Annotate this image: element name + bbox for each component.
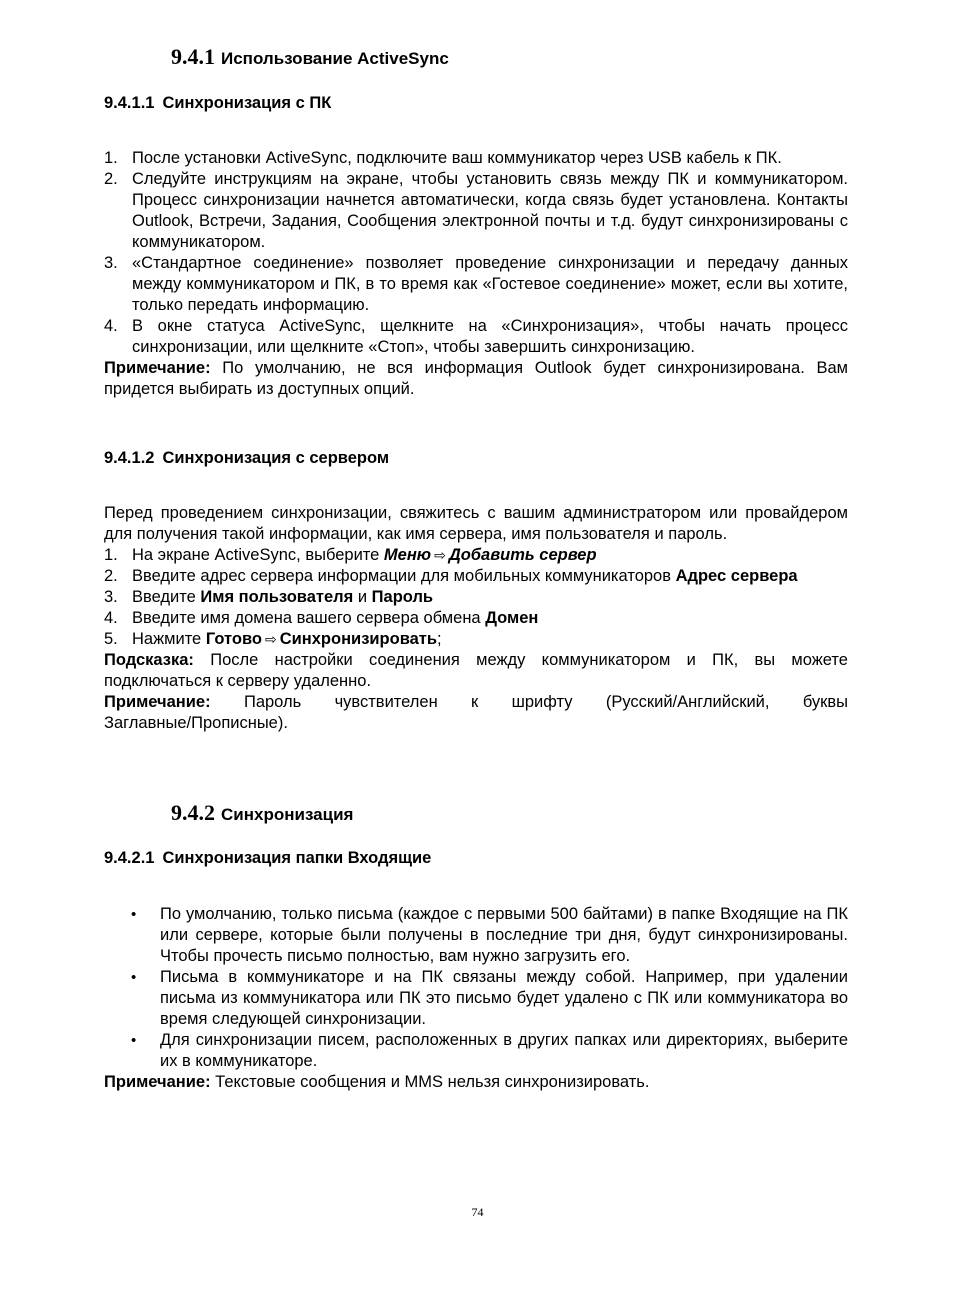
bullet-icon: • xyxy=(131,906,137,923)
section-number: 9.4.1 xyxy=(171,44,215,69)
list-item: 3. Введите Имя пользователя и Пароль xyxy=(104,588,434,606)
note-label: Примечание: xyxy=(104,693,211,711)
section-title: Использование ActiveSync xyxy=(221,49,449,68)
section-title: Синхронизация xyxy=(221,805,354,824)
list-item: 1. После установки ActiveSync, подключите ваш коммуникатор через USB кабель к ПК. xyxy=(104,149,782,167)
list-item: 5. Нажмите Готово ⇨ Синхронизировать; xyxy=(104,630,442,648)
subsection-heading-9-4-1-1 xyxy=(104,93,331,114)
note-paragraph: Примечание: Текстовые сообщения и MMS нельзя синхронизировать. xyxy=(104,1073,650,1091)
menu-path: Меню xyxy=(383,546,432,564)
tip-paragraph: Подсказка: После настройки соединения между коммуникатором и ПК, вы можете подключаться к серверу удаленно. xyxy=(104,651,848,690)
server-sync-section xyxy=(104,503,848,734)
list-item: 2. Следуйте инструкциям на экране, чтобы установить связь между ПК и коммуникатором. Процесс синхронизации начнется автоматически, когда связь будет установлена. Контакты Outlook, Встречи, Задания, Сообщения электронной почты и т.д. будут синхронизированы с коммуникатором. xyxy=(104,170,848,251)
section-heading-9-4-2 xyxy=(171,802,353,825)
subsection-title: Синхронизация с ПК xyxy=(162,94,332,112)
section-number: 9.4.2 xyxy=(171,800,215,825)
bullet-icon: • xyxy=(131,969,137,986)
bullet-icon: • xyxy=(131,1032,137,1049)
bullet-item: • Письма в коммуникаторе и на ПК связаны между собой. Например, при удалении письма из коммуникатора или ПК это письмо будет удалено с ПК или коммуникатора во время следующей синхронизации. xyxy=(131,968,848,1028)
intro-paragraph: Перед проведением синхронизации, свяжитесь с вашим администратором или провайдером для получения такой информации, как имя сервера, имя пользователя и пароль. xyxy=(104,504,848,543)
section-heading-9-4-1 xyxy=(171,46,449,69)
bullet-item: • По умолчанию, только письма (каждое с первыми 500 байтами) в папке Входящие на ПК или сервере, которые были получены в последние три дня, будут синхронизированы. Чтобы прочесть письмо полностью, вам нужно загрузить его. xyxy=(131,905,848,965)
note-paragraph: Примечание: По умолчанию, не вся информация Outlook будет синхронизирована. Вам придется выбирать из доступных опций. xyxy=(104,359,848,398)
menu-path: Добавить сервер xyxy=(448,546,597,564)
list-item: 4. Введите имя домена вашего сервера обмена Домен xyxy=(104,609,539,627)
page-number: 74 xyxy=(471,1205,484,1219)
list-item: 3. «Стандартное соединение» позволяет проведение синхронизации и передачу данных между коммуникатором и ПК, в то время как «Гостевое соединение» может, если вы хотите, только передать информацию. xyxy=(104,254,848,314)
note-label: Примечание: xyxy=(104,359,211,377)
subsection-title: Синхронизация папки Входящие xyxy=(162,849,432,867)
subsection-number: 9.4.2.1 xyxy=(104,849,155,867)
tip-label: Подсказка: xyxy=(104,651,194,669)
subsection-heading-9-4-2-1 xyxy=(104,848,431,869)
subsection-title: Синхронизация с сервером xyxy=(162,449,390,467)
list-item: 4. В окне статуса ActiveSync, щелкните на «Синхронизация», чтобы начать процесс синхронизации, или щелкните «Стоп», чтобы завершить синхронизацию. xyxy=(104,317,848,356)
bullet-item: • Для синхронизации писем, расположенных в других папках или директориях, выберите их в коммуникаторе. xyxy=(131,1031,848,1070)
note-continuation: Заглавные/Прописные). xyxy=(104,714,288,732)
list-item: 2. Введите адрес сервера информации для мобильных коммуникаторов Адрес сервера xyxy=(104,567,798,585)
arrow-icon: ⇨ xyxy=(434,547,446,563)
subsection-heading-9-4-1-2 xyxy=(104,448,389,469)
subsection-number: 9.4.1.2 xyxy=(104,449,155,467)
inbox-sync-section xyxy=(104,904,848,1093)
list-item: 1. На экране ActiveSync, выберите Меню ⇨ Добавить сервер xyxy=(104,546,597,564)
note-paragraph: Примечание: Пароль чувствителен к шрифту (Русский/Английский, буквы xyxy=(104,693,848,711)
note-label: Примечание: xyxy=(104,1073,211,1091)
pc-sync-steps xyxy=(104,148,848,400)
arrow-icon: ⇨ xyxy=(264,631,277,647)
subsection-number: 9.4.1.1 xyxy=(104,94,155,112)
